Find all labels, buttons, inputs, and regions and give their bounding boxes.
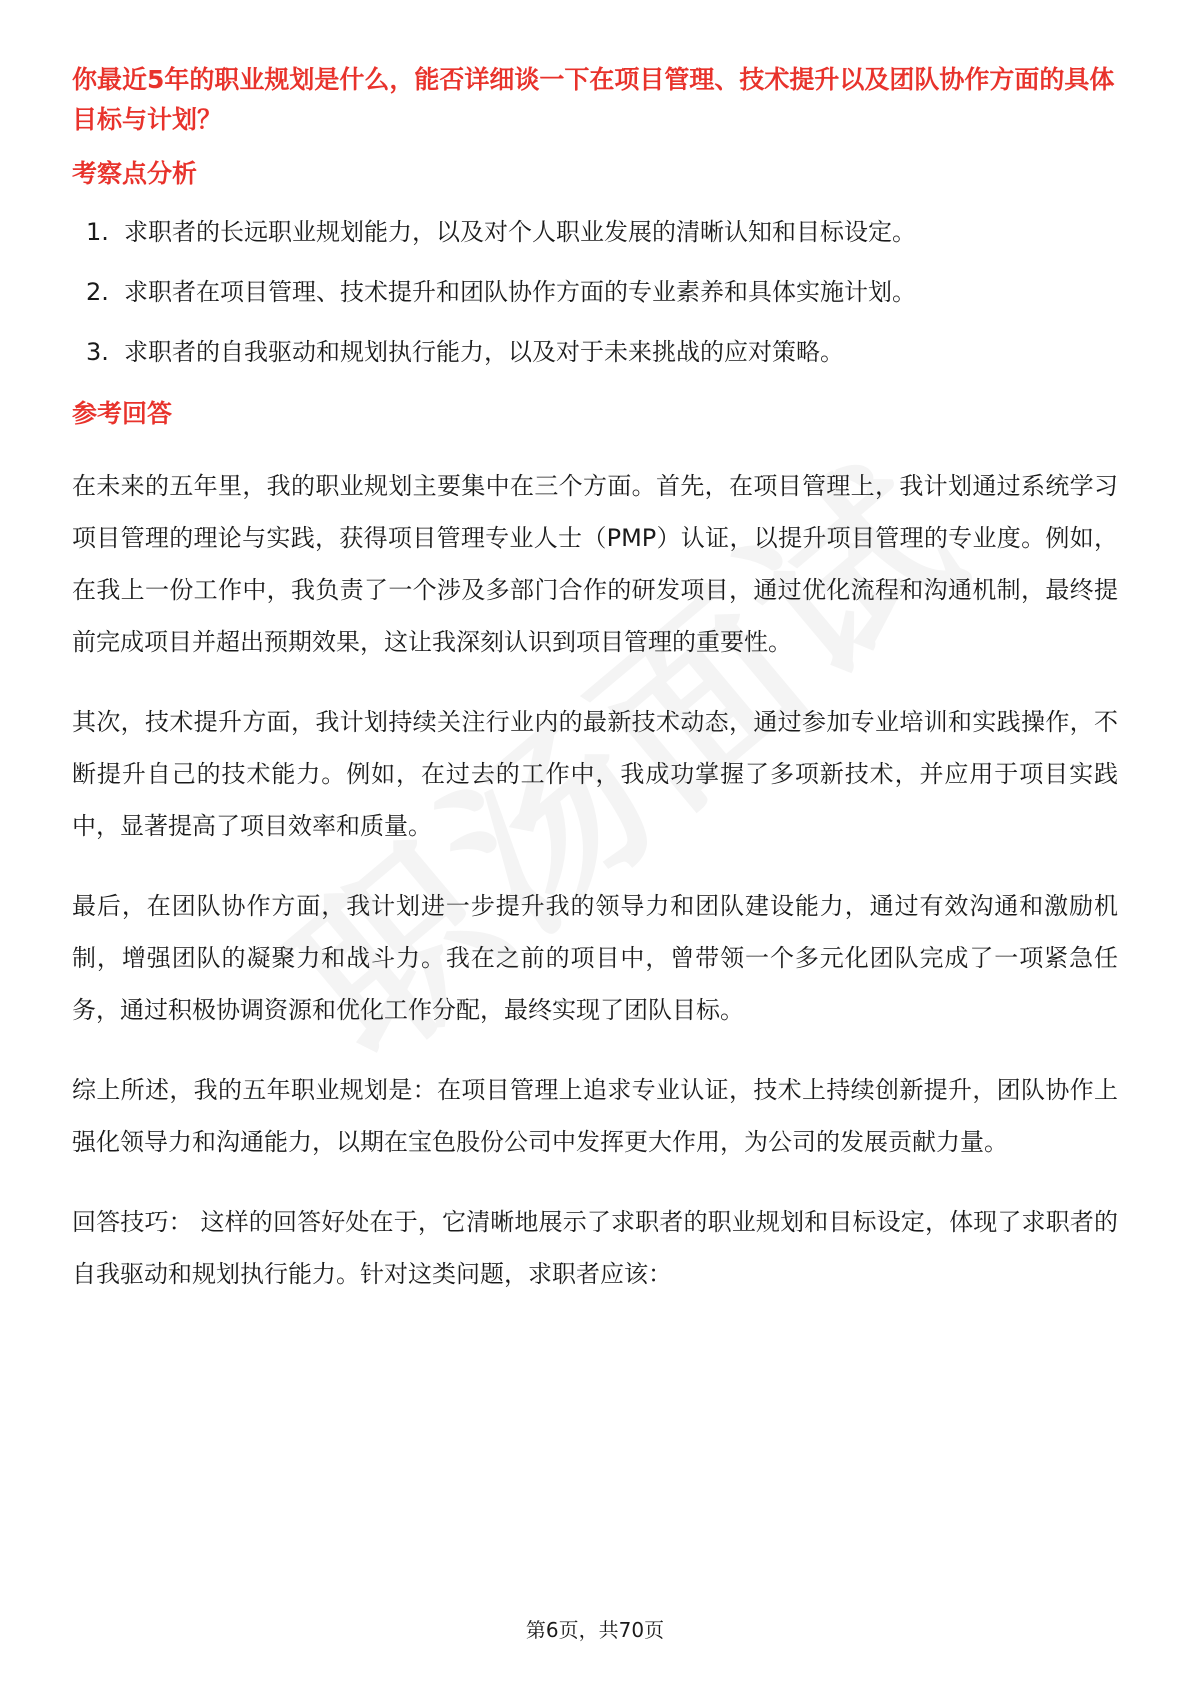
question-title: 你最近5年的职业规划是什么，能否详细谈一下在项目管理、技术提升以及团队协作方面的具体目标与计划？ [72,65,1115,134]
analysis-point [86,274,1118,310]
answer-paragraph: 最后，在团队协作方面，我计划进一步提升我的领导力和团队建设能力，通过有效沟通和激励机制，增强团队的凝聚力和战斗力。我在之前的项目中，曾带领一个多元化团队完成了一项紧急任务，通过积极协调资源和优化工作分配，最终实现了团队目标。 [72,892,1118,1024]
point-text: 求职者的长远职业规划能力，以及对个人职业发展的清晰认知和目标设定。 [124,218,916,246]
point-number: 3. [86,338,109,366]
analysis-point [86,214,1118,250]
answer-tip-paragraph: 回答技巧： 这样的回答好处在于，它清晰地展示了求职者的职业规划和目标设定，体现了求职者的自我驱动和规划执行能力。针对这类问题，求职者应该： [72,1208,1118,1288]
answer-paragraph: 综上所述，我的五年职业规划是：在项目管理上追求专业认证，技术上持续创新提升，团队协作上强化领导力和沟通能力，以期在宝色股份公司中发挥更大作用，为公司的发展贡献力量。 [72,1076,1118,1156]
point-text: 求职者的自我驱动和规划执行能力，以及对于未来挑战的应对策略。 [124,338,844,366]
answer-heading: 参考回答 [72,399,173,428]
point-text: 求职者在项目管理、技术提升和团队协作方面的专业素养和具体实施计划。 [124,278,916,306]
point-number: 2. [86,278,109,306]
page-number-footer: 第6页，共70页 [525,1618,665,1642]
answer-paragraph: 其次，技术提升方面，我计划持续关注行业内的最新技术动态，通过参加专业培训和实践操作，不断提升自己的技术能力。例如，在过去的工作中，我成功掌握了多项新技术，并应用于项目实践中，显著提高了项目效率和质量。 [72,708,1118,840]
answer-paragraph: 在未来的五年里，我的职业规划主要集中在三个方面。首先，在项目管理上，我计划通过系统学习项目管理的理论与实践，获得项目管理专业人士（PMP）认证，以提升项目管理的专业度。例如，在我上一份工作中，我负责了一个涉及多部门合作的研发项目，通过优化流程和沟通机制，最终提前完成项目并超出预期效果，这让我深刻认识到项目管理的重要性。 [72,472,1118,656]
page-content [72,60,1118,1300]
analysis-point [86,334,1118,370]
analysis-heading: 考察点分析 [72,159,198,188]
point-number: 1. [86,218,109,246]
analysis-points-list [72,214,1118,370]
